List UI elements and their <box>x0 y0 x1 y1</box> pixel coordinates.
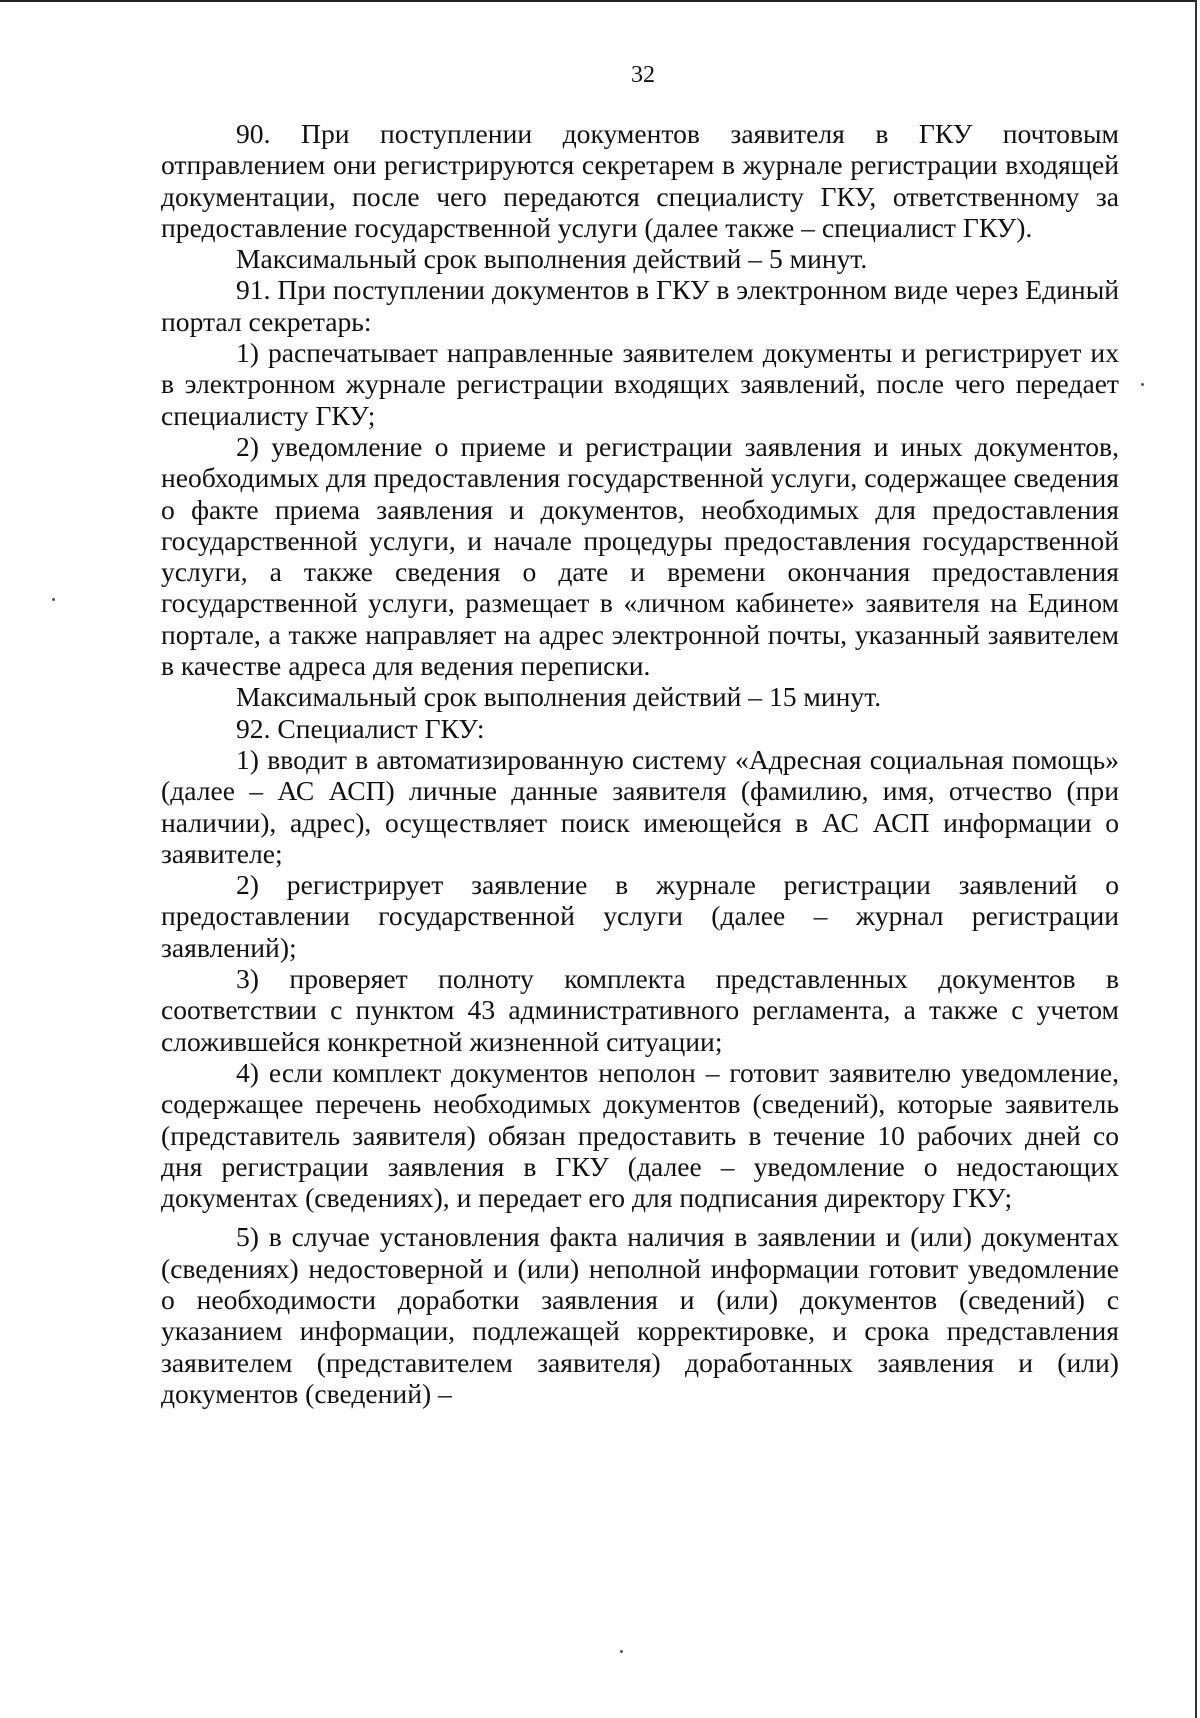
paragraph-90: 90. При поступлении документов заявителя в ГКУ почтовым отправлением они регистрируются секретарем в журнале регистрации входящей документации, после чего передаются специалисту ГКУ, ответственному за предоставление государственной услуги (далее также – специалист ГКУ). <box>161 118 1119 243</box>
paragraph-92-item-3: 3) проверяет полноту комплекта представленных документов в соответствии с пунктом 43 административного регламента, а также с учетом сложившейся конкретной жизненной ситуации; <box>161 963 1119 1057</box>
scan-speck <box>52 598 55 601</box>
paragraph-91: 91. При поступлении документов в ГКУ в электронном виде через Единый портал секретарь: <box>161 274 1119 337</box>
paragraph-91-item-2: 2) уведомление о приеме и регистрации заявления и иных документов, необходимых для предоставления государственной услуги, содержащее сведения о факте приема заявления и документов, необходимых для предоставления государственной услуги, и начале процедуры предоставления государственной услуги, а также сведения о дате и времени окончания предоставления государственной услуги, размещает в «личном кабинете» заявителя на Едином портале, а также направляет на адрес электронной почты, указанный заявителем в качестве адреса для ведения переписки. <box>161 430 1119 682</box>
paragraph-time-limit-1: Максимальный срок выполнения действий – 5 минут. <box>236 243 868 275</box>
scan-speck <box>620 1650 623 1653</box>
paragraph-92: 92. Специалист ГКУ: <box>236 712 485 744</box>
paragraph-92-item-1: 1) вводит в автоматизированную систему «Адресная социальная помощь» (далее – АС АСП) личные данные заявителя (фамилию, имя, отчество (при наличии), адрес), осуществляет поиск имеющейся в АС АСП информации о заявителе; <box>161 743 1119 869</box>
scan-right-edge <box>1195 0 1197 1718</box>
page-number: 32 <box>631 62 655 88</box>
paragraph-time-limit-2: Максимальный срок выполнения действий – 15 минут. <box>236 681 882 713</box>
paragraph-92-item-4: 4) если комплект документов неполон – готовит заявителю уведомление, содержащее перечень необходимых документов (сведений), которые заявитель (представитель заявителя) обязан предоставить в течение 10 рабочих дней со дня регистрации заявления в ГКУ (далее – уведомление о недостающих документах (сведениях), и передает его для подписания директору ГКУ; <box>161 1056 1119 1214</box>
scan-top-edge <box>0 0 1196 2</box>
scan-speck <box>1141 383 1144 386</box>
document-body <box>161 118 1119 1409</box>
paragraph-92-item-2: 2) регистрирует заявление в журнале регистрации заявлений о предоставлении государственной услуги (далее – журнал регистрации заявлений); <box>161 869 1119 963</box>
paragraph-91-item-1: 1) распечатывает направленные заявителем документы и регистрирует их в электронном журнале регистрации входящих заявлений, после чего передает специалисту ГКУ; <box>161 337 1119 431</box>
paragraph-92-item-5: 5) в случае установления факта наличия в заявлении и (или) документах (сведениях) недостоверной и (или) неполной информации готовит уведомление о необходимости доработки заявления и (или) документов (сведений) с указанием информации, подлежащей корректировке, и срока представления заявителем (представителем заявителя) доработанных заявления и (или) документов (сведений) – <box>161 1221 1119 1409</box>
